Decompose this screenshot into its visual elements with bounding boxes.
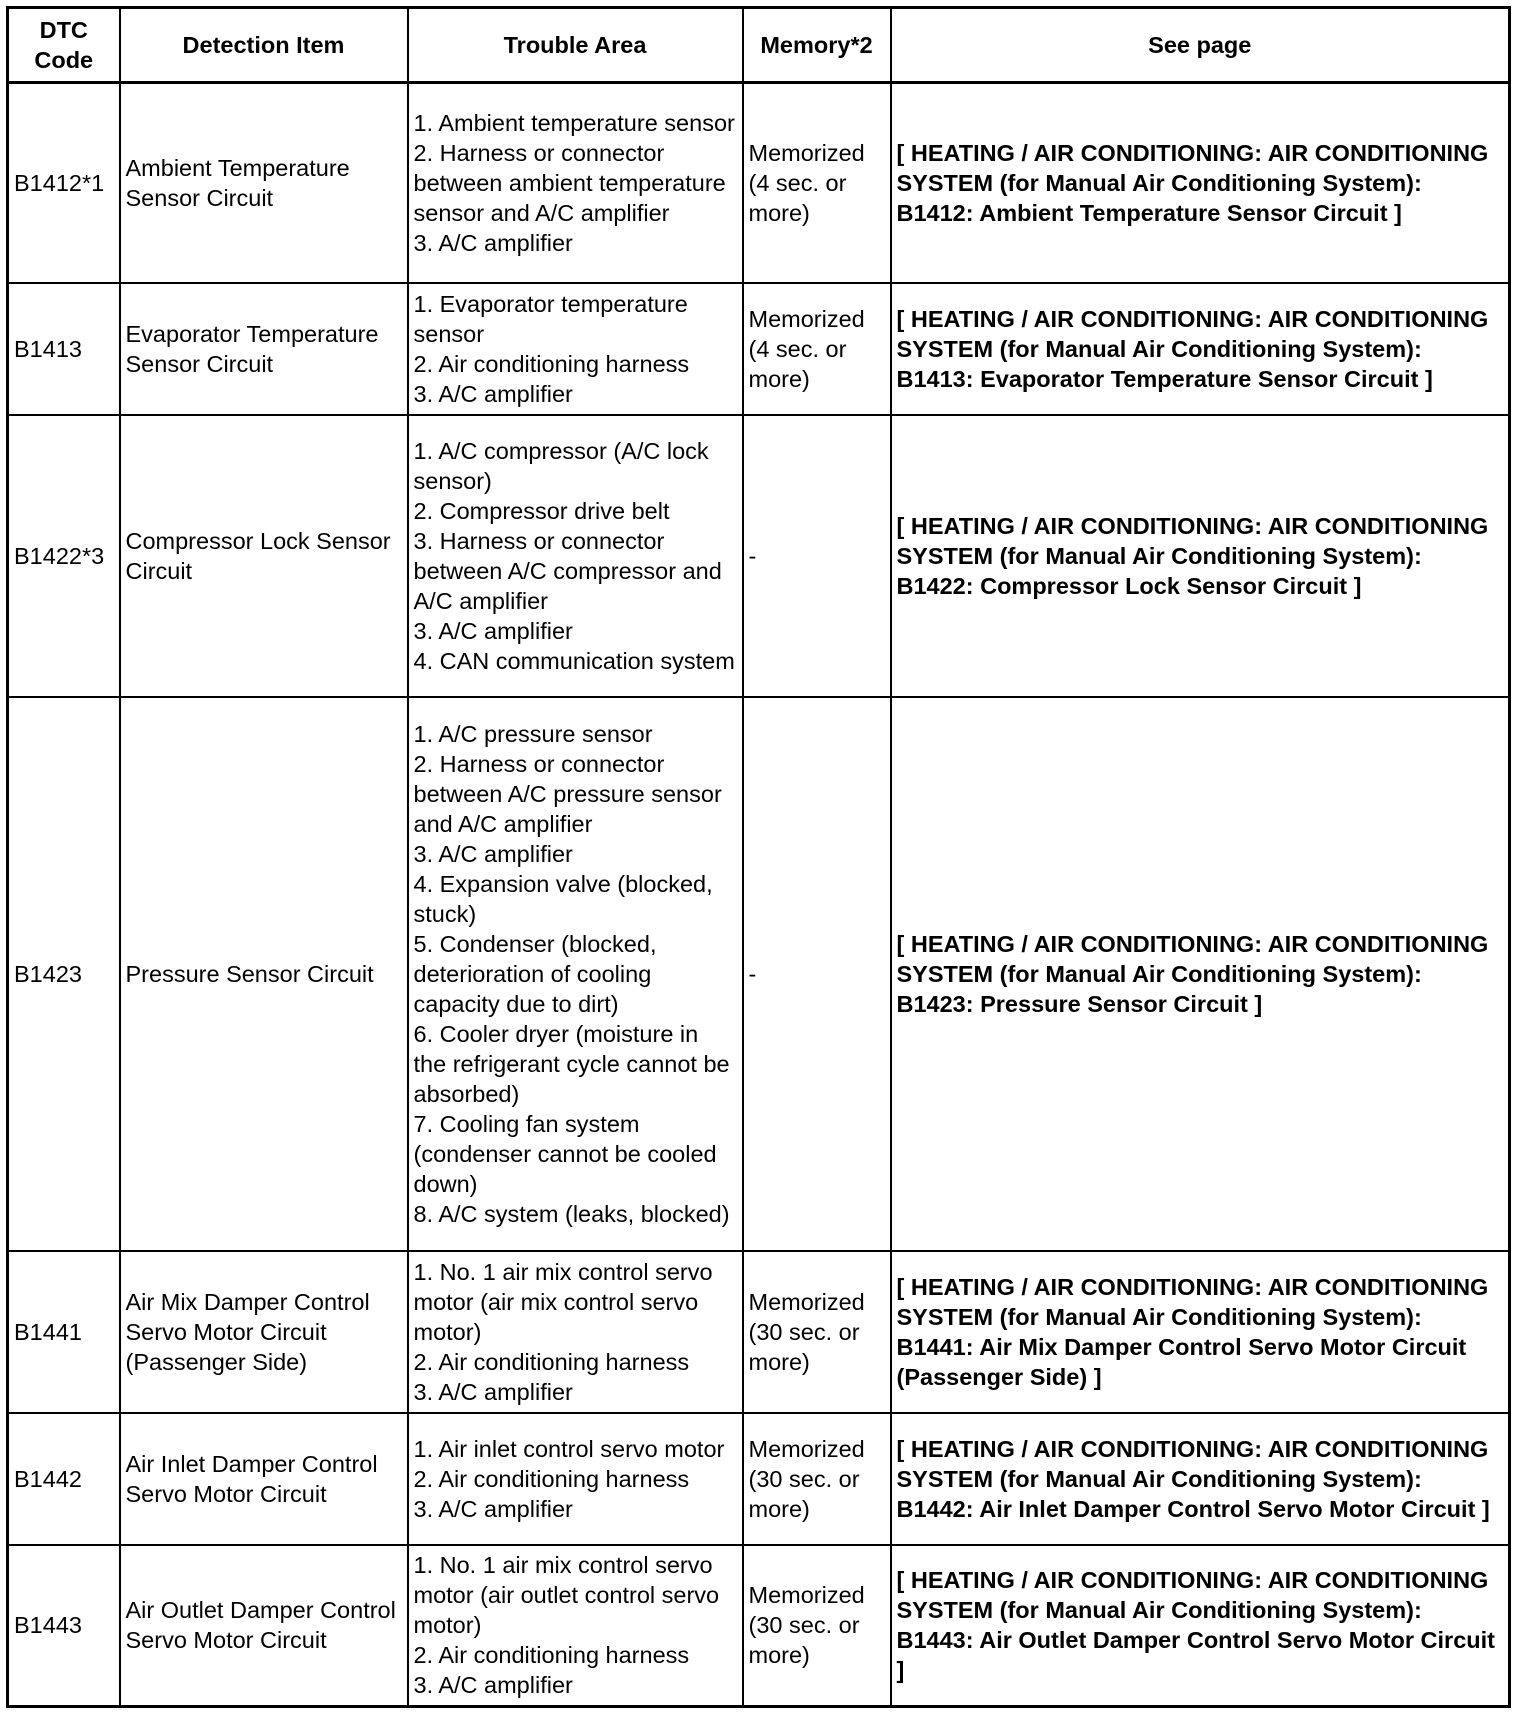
trouble-line: 7. Cooling fan system (condenser cannot be cooled down) bbox=[413, 1110, 717, 1197]
detection-item-cell: Ambient Temperature Sensor Circuit bbox=[120, 83, 408, 283]
trouble-line: 2. Compressor drive belt bbox=[413, 497, 670, 524]
see-page-cell: [ HEATING / AIR CONDITIONING: AIR CONDITIONING SYSTEM (for Manual Air Conditioning System): B1413: Evaporator Temperature Sensor Circuit ] bbox=[891, 283, 1510, 415]
see-page-cell: [ HEATING / AIR CONDITIONING: AIR CONDITIONING SYSTEM (for Manual Air Conditioning System): B1422: Compressor Lock Sensor Circuit ] bbox=[891, 415, 1510, 697]
see-page-cell: [ HEATING / AIR CONDITIONING: AIR CONDITIONING SYSTEM (for Manual Air Conditioning System): B1443: Air Outlet Damper Control Servo Motor Circuit ] bbox=[891, 1545, 1510, 1707]
header-dtc-code: DTC Code bbox=[8, 8, 120, 83]
trouble-line: 3. A/C amplifier bbox=[413, 229, 573, 256]
table-row bbox=[8, 1545, 1510, 1707]
trouble-line: 3. A/C amplifier bbox=[413, 1495, 573, 1522]
header-trouble-area: Trouble Area bbox=[408, 8, 743, 83]
trouble-line: 3. A/C amplifier bbox=[413, 840, 573, 867]
header-detection-item: Detection Item bbox=[120, 8, 408, 83]
detection-item-cell: Air Inlet Damper Control Servo Motor Circuit bbox=[120, 1413, 408, 1545]
detection-item-cell: Pressure Sensor Circuit bbox=[120, 697, 408, 1251]
trouble-area-cell bbox=[408, 1413, 743, 1545]
trouble-line: 8. A/C system (leaks, blocked) bbox=[413, 1200, 730, 1227]
trouble-line: 1. Evaporator temperature sensor bbox=[413, 290, 688, 347]
dtc-table bbox=[6, 6, 1511, 1708]
trouble-area-cell bbox=[408, 415, 743, 697]
memory-cell: Memorized (30 sec. or more) bbox=[743, 1545, 891, 1707]
trouble-line: 1. Air inlet control servo motor bbox=[413, 1435, 725, 1462]
dtc-code-cell: B1443 bbox=[8, 1545, 120, 1707]
table-row bbox=[8, 415, 1510, 697]
detection-item-cell: Compressor Lock Sensor Circuit bbox=[120, 415, 408, 697]
trouble-line: 3. A/C amplifier bbox=[413, 1378, 573, 1405]
trouble-line: 3. A/C amplifier bbox=[413, 617, 573, 644]
see-page-cell: [ HEATING / AIR CONDITIONING: AIR CONDITIONING SYSTEM (for Manual Air Conditioning System): B1412: Ambient Temperature Sensor Circuit ] bbox=[891, 83, 1510, 283]
trouble-area-cell bbox=[408, 697, 743, 1251]
trouble-line: 2. Air conditioning harness bbox=[413, 1465, 690, 1492]
dtc-code-cell: B1423 bbox=[8, 697, 120, 1251]
dtc-code-cell: B1413 bbox=[8, 283, 120, 415]
trouble-line: 1. A/C pressure sensor bbox=[413, 720, 653, 747]
trouble-area-cell bbox=[408, 83, 743, 283]
trouble-line: 2. Harness or connector between A/C pressure sensor and A/C amplifier bbox=[413, 750, 722, 837]
trouble-line: 2. Harness or connector between ambient temperature sensor and A/C amplifier bbox=[413, 139, 726, 226]
trouble-area-cell bbox=[408, 283, 743, 415]
detection-item-cell: Air Outlet Damper Control Servo Motor Circuit bbox=[120, 1545, 408, 1707]
trouble-area-cell bbox=[408, 1251, 743, 1413]
trouble-line: 4. Expansion valve (blocked, stuck) bbox=[413, 870, 713, 927]
header-memory: Memory*2 bbox=[743, 8, 891, 83]
dtc-code-cell: B1442 bbox=[8, 1413, 120, 1545]
trouble-line: 2. Air conditioning harness bbox=[413, 1642, 690, 1669]
table-row bbox=[8, 283, 1510, 415]
dtc-code-cell: B1441 bbox=[8, 1251, 120, 1413]
see-page-cell: [ HEATING / AIR CONDITIONING: AIR CONDITIONING SYSTEM (for Manual Air Conditioning System): B1423: Pressure Sensor Circuit ] bbox=[891, 697, 1510, 1251]
trouble-line: 3. Harness or connector between A/C compressor and A/C amplifier bbox=[413, 527, 722, 614]
trouble-line: 1. No. 1 air mix control servo motor (air mix control servo motor) bbox=[413, 1258, 713, 1345]
table-row bbox=[8, 1251, 1510, 1413]
trouble-line: 1. Ambient temperature sensor bbox=[413, 109, 735, 136]
memory-cell: Memorized (30 sec. or more) bbox=[743, 1413, 891, 1545]
trouble-line: 3. A/C amplifier bbox=[413, 1672, 573, 1699]
dtc-code-cell: B1422*3 bbox=[8, 415, 120, 697]
memory-cell: Memorized (30 sec. or more) bbox=[743, 1251, 891, 1413]
memory-cell: Memorized (4 sec. or more) bbox=[743, 83, 891, 283]
dtc-code-cell: B1412*1 bbox=[8, 83, 120, 283]
see-page-cell: [ HEATING / AIR CONDITIONING: AIR CONDITIONING SYSTEM (for Manual Air Conditioning System): B1441: Air Mix Damper Control Servo Motor Circuit (Passenger Side) ] bbox=[891, 1251, 1510, 1413]
table-row bbox=[8, 697, 1510, 1251]
detection-item-cell: Air Mix Damper Control Servo Motor Circuit (Passenger Side) bbox=[120, 1251, 408, 1413]
trouble-line: 2. Air conditioning harness bbox=[413, 1348, 690, 1375]
header-row bbox=[8, 8, 1510, 83]
header-see-page: See page bbox=[891, 8, 1510, 83]
table-row bbox=[8, 1413, 1510, 1545]
trouble-area-cell bbox=[408, 1545, 743, 1707]
memory-cell: - bbox=[743, 415, 891, 697]
table-row bbox=[8, 83, 1510, 283]
trouble-line: 4. CAN communication system bbox=[413, 647, 735, 674]
trouble-line: 5. Condenser (blocked, deterioration of cooling capacity due to dirt) bbox=[413, 930, 657, 1017]
memory-cell: - bbox=[743, 697, 891, 1251]
memory-cell: Memorized (4 sec. or more) bbox=[743, 283, 891, 415]
see-page-cell: [ HEATING / AIR CONDITIONING: AIR CONDITIONING SYSTEM (for Manual Air Conditioning System): B1442: Air Inlet Damper Control Servo Motor Circuit ] bbox=[891, 1413, 1510, 1545]
detection-item-cell: Evaporator Temperature Sensor Circuit bbox=[120, 283, 408, 415]
trouble-line: 1. No. 1 air mix control servo motor (air outlet control servo motor) bbox=[413, 1552, 720, 1639]
trouble-line: 6. Cooler dryer (moisture in the refrigerant cycle cannot be absorbed) bbox=[413, 1020, 730, 1107]
trouble-line: 2. Air conditioning harness bbox=[413, 350, 690, 377]
trouble-line: 3. A/C amplifier bbox=[413, 380, 573, 407]
trouble-line: 1. A/C compressor (A/C lock sensor) bbox=[413, 437, 709, 494]
